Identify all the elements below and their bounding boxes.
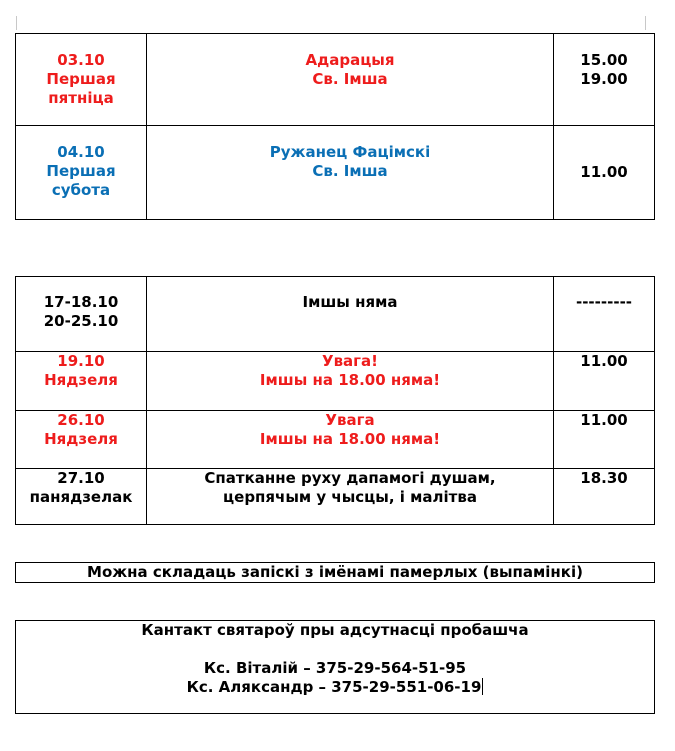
event-cell <box>147 352 554 411</box>
event-text: Імшы на 18.00 няма! <box>259 430 441 448</box>
event-text: Спатканне руху дапамогі душам, <box>204 469 496 487</box>
table-row <box>16 126 655 220</box>
schedule-table-october <box>15 276 655 525</box>
time-cell <box>554 352 655 411</box>
time-cell <box>554 411 655 469</box>
date-text: Нядзеля <box>44 430 118 448</box>
date-text: 17-18.10 <box>43 293 119 311</box>
memorial-notes-text: Можна складаць запіскі з імёнамі памерлых (выпамінкі) <box>87 563 583 581</box>
event-text: Увага! <box>322 352 378 370</box>
event-cell <box>147 126 554 220</box>
date-text: пятніца <box>48 89 114 107</box>
time-cell <box>554 277 655 352</box>
date-text: 04.10 <box>57 143 105 161</box>
event-text: Св. Імша <box>312 162 388 180</box>
event-text: Ружанец Фацімскі <box>269 143 431 161</box>
time-text: 18.30 <box>580 469 628 487</box>
time-cell <box>554 469 655 525</box>
event-text: Імшы няма <box>302 293 398 311</box>
date-cell <box>16 34 147 126</box>
date-cell <box>16 277 147 352</box>
contact-title: Кантакт святароў пры адсутнасці пробашча <box>141 621 529 639</box>
page-corner-mark-left <box>6 16 17 30</box>
time-text: 11.00 <box>580 411 628 429</box>
time-text: --------- <box>575 293 633 311</box>
date-text: Першая <box>46 162 116 180</box>
date-cell <box>16 352 147 411</box>
date-text: 26.10 <box>57 411 105 429</box>
time-text: 11.00 <box>580 163 628 181</box>
event-text: Адарацыя <box>305 51 395 69</box>
date-text: Першая <box>46 70 116 88</box>
table-row <box>16 277 655 352</box>
contact-box <box>15 620 655 714</box>
event-cell <box>147 277 554 352</box>
event-text: церпячым у чысцы, і малітва <box>223 488 477 506</box>
time-text: 11.00 <box>580 352 628 370</box>
contact-line-vitaliy: Кс. Віталій – 375-29-564-51-95 <box>203 659 467 677</box>
contact-line-aliaksandr[interactable] <box>16 678 654 697</box>
event-cell <box>147 411 554 469</box>
table-row <box>16 411 655 469</box>
event-cell <box>147 469 554 525</box>
date-text: 19.10 <box>57 352 105 370</box>
event-text: Імшы на 18.00 няма! <box>259 371 441 389</box>
date-cell <box>16 469 147 525</box>
event-cell <box>147 34 554 126</box>
date-text: 20-25.10 <box>43 312 119 330</box>
time-cell <box>554 126 655 220</box>
table-row <box>16 352 655 411</box>
time-text: 15.00 <box>580 51 628 69</box>
page-corner-mark-right <box>645 16 656 30</box>
event-text: Св. Імша <box>312 70 388 88</box>
date-text: 27.10 <box>57 469 105 487</box>
table-row <box>16 34 655 126</box>
date-text: 03.10 <box>57 51 105 69</box>
date-text: Нядзеля <box>44 371 118 389</box>
date-cell <box>16 411 147 469</box>
memorial-notes-box <box>15 562 655 583</box>
time-text: 19.00 <box>580 70 628 88</box>
text-cursor <box>482 678 483 695</box>
contact-line-aliaksandr-text: Кс. Аляксандр – 375-29-551-06-19 <box>186 678 482 696</box>
date-text: панядзелак <box>29 488 133 506</box>
table-row <box>16 469 655 525</box>
schedule-table-first-days <box>15 33 655 220</box>
date-text: субота <box>51 181 111 199</box>
time-cell <box>554 34 655 126</box>
date-cell <box>16 126 147 220</box>
event-text: Увага <box>325 411 375 429</box>
